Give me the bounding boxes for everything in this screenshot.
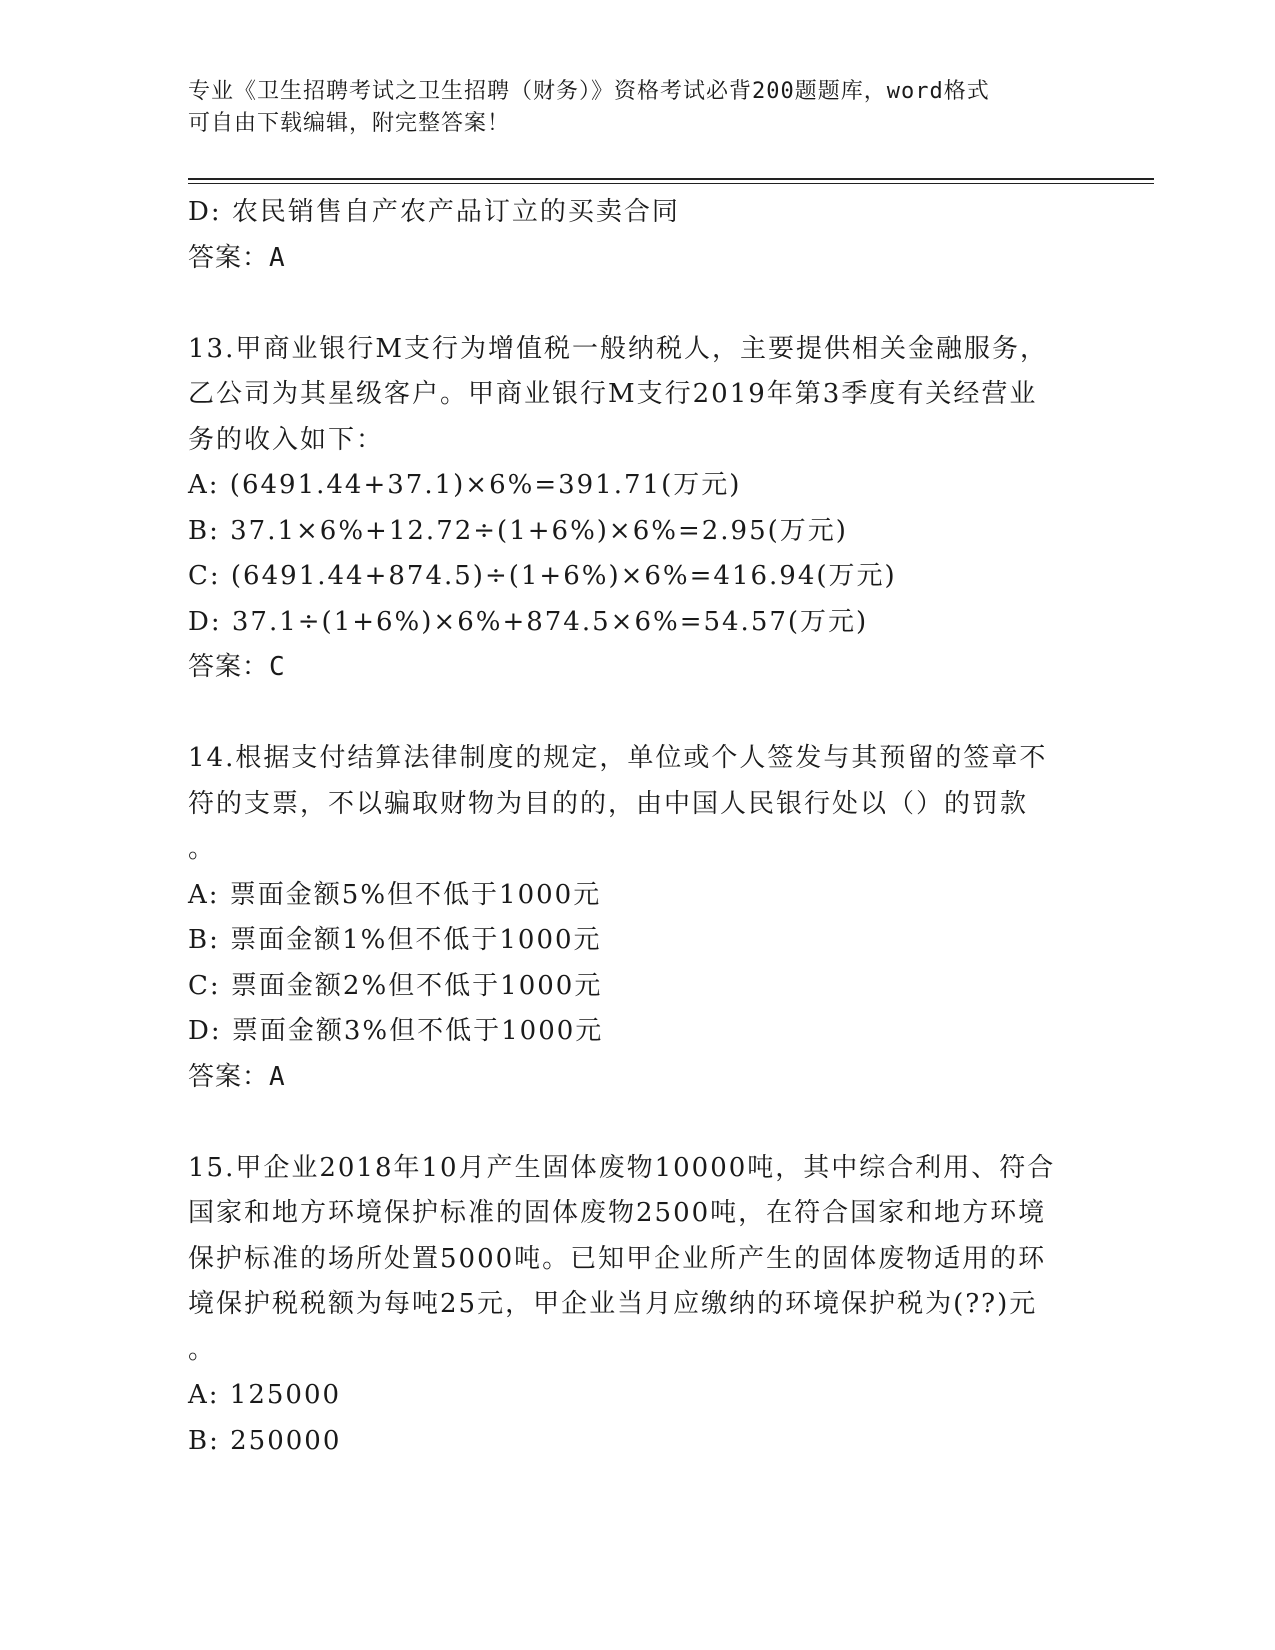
spacer	[188, 691, 1088, 737]
document-body	[188, 190, 1088, 1464]
question-13	[188, 327, 1088, 691]
question-14-stem-line: 。	[188, 834, 217, 864]
header-line-2: 可自由下载编辑，附完整答案！	[188, 111, 511, 136]
header-divider-thin	[188, 183, 1154, 184]
question-13-option-a: A: (6491.44+37.1)×6%=391.71(万元)	[188, 470, 742, 500]
question-14-option-d: D: 票面金额3%但不低于1000元	[188, 1016, 604, 1046]
question-13-option-c: C: (6491.44+874.5)÷(1+6%)×6%=416.94(万元)	[188, 561, 897, 591]
question-12-answer: 答案：A	[188, 242, 286, 273]
question-14-option-a: A: 票面金额5%但不低于1000元	[188, 879, 602, 910]
question-14-answer: 答案：A	[188, 1061, 286, 1092]
question-13-option-d: D: 37.1÷(1+6%)×6%+874.5×6%=54.57(万元)	[188, 606, 869, 637]
question-14-option-b: B: 票面金额1%但不低于1000元	[188, 925, 602, 955]
question-15-option-b: B: 250000	[188, 1425, 342, 1456]
question-14-option-c: C: 票面金额2%但不低于1000元	[188, 970, 603, 1001]
header-divider-thick	[188, 178, 1154, 180]
question-15	[188, 1146, 1088, 1465]
spacer	[188, 1100, 1088, 1146]
question-13-answer: 答案：C	[188, 652, 286, 682]
question-14	[188, 736, 1088, 1100]
question-15-option-a: A: 125000	[188, 1380, 342, 1410]
question-15-stem-line: 。	[188, 1334, 217, 1365]
question-15-stem-line: 境保护税税额为每吨25元，甲企业当月应缴纳的环境保护税为(??)元	[188, 1289, 1038, 1319]
question-14-stem-line: 14.根据支付结算法律制度的规定，单位或个人签发与其预留的签章不	[188, 743, 1048, 773]
header-line-1: 专业《卫生招聘考试之卫生招聘（财务）》资格考试必背200题题库，word格式	[188, 79, 990, 104]
question-15-stem-line: 15.甲企业2018年10月产生固体废物10000吨，其中综合利用、符合	[188, 1152, 1056, 1183]
question-13-stem-line: 务的收入如下：	[188, 424, 385, 455]
question-12-tail	[188, 190, 1088, 281]
question-13-stem-line: 乙公司为其星级客户。甲商业银行M支行2019年第3季度有关经营业	[188, 379, 1038, 409]
question-15-stem-line: 国家和地方环境保护标准的固体废物2500吨，在符合国家和地方环境	[188, 1198, 1047, 1228]
question-12-option-d: D: 农民销售自产农产品订立的买卖合同	[188, 197, 680, 227]
question-14-stem-line: 符的支票，不以骗取财物为目的的，由中国人民银行处以（）的罚款	[188, 788, 1029, 819]
question-13-option-b: B: 37.1×6%+12.72÷(1+6%)×6%=2.95(万元)	[188, 515, 848, 546]
question-13-stem-line: 13.甲商业银行M支行为增值税一般纳税人，主要提供相关金融服务，	[188, 333, 1048, 364]
question-15-stem-line: 保护标准的场所处置5000吨。已知甲企业所产生的固体废物适用的环	[188, 1243, 1047, 1274]
page-header	[188, 76, 1068, 140]
spacer	[188, 281, 1088, 327]
